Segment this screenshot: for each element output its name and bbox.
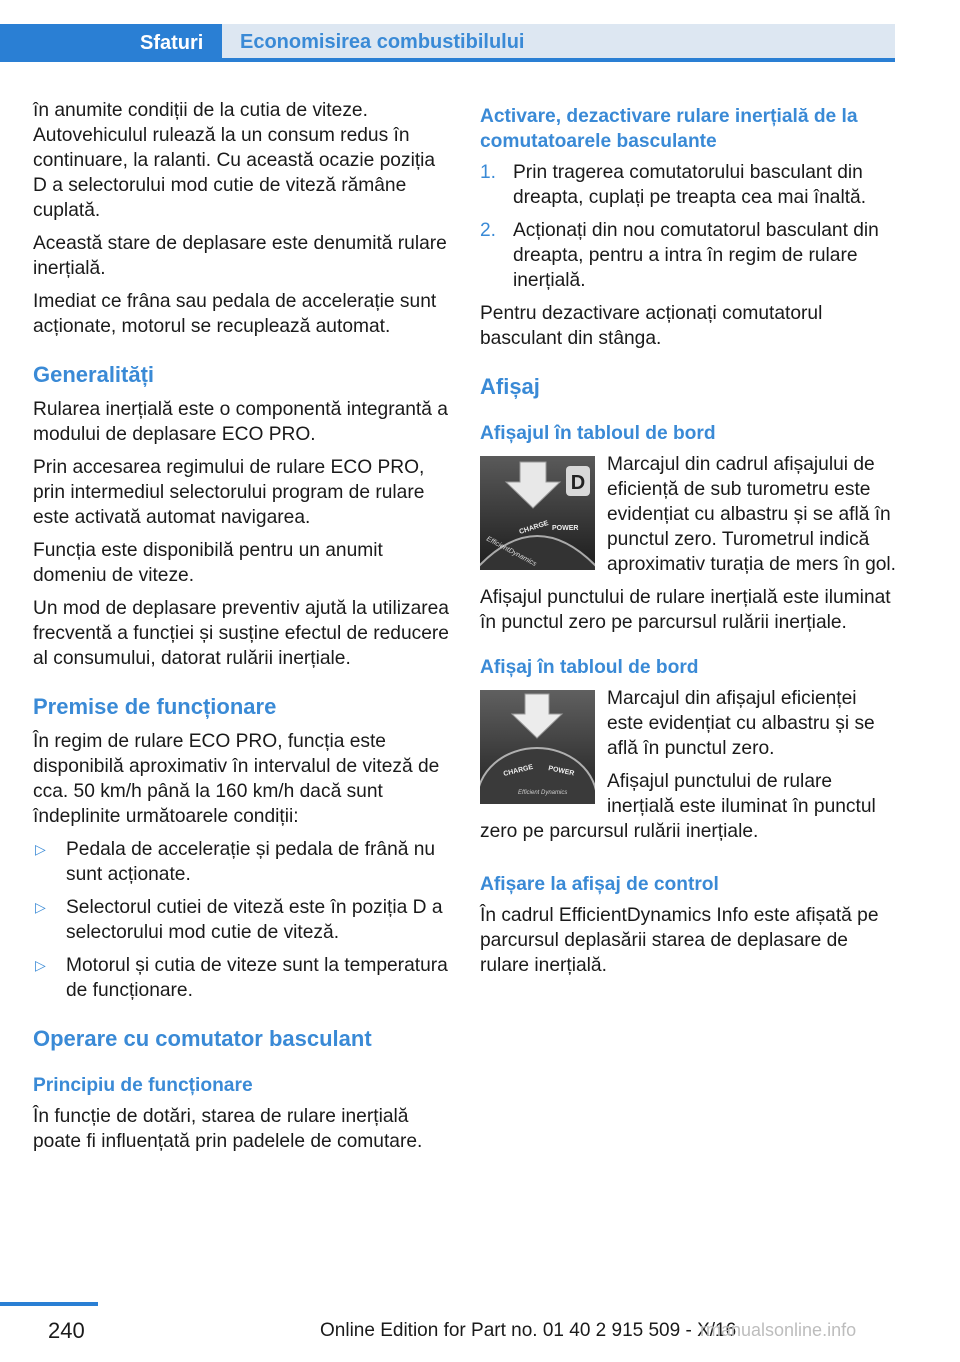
list-item: 1. Prin tragerea comutatorului basculant din dreapta, cuplați pe treapta cea mai înaltă. (480, 162, 867, 208)
edition-text: Online Edition for Part no. 01 40 2 915 509 - X/16 (320, 1320, 737, 1341)
svg-text:POWER: POWER (552, 525, 579, 532)
svg-text:D: D (570, 472, 586, 494)
list-item: 2. Acționați din nou comutatorul basculant din dreapta, pentru a intra în regim de rulare inerțială. (480, 220, 879, 291)
paragraph: Afișajul punctului de rulare inerțială este iluminat în punctul zero pe parcursul rulării inerțiale. (480, 587, 891, 633)
heading-operare: Operare cu comutator basculant (33, 1026, 372, 1051)
heading-generalitati: Generalități (33, 362, 155, 387)
paragraph: În regim de rulare ECO PRO, funcția este disponibilă aproximativ în intervalul de viteză de cca. 50 km/h până la 160 km/h dacă sunt îndeplinite următoarele condiții: (33, 731, 440, 827)
triangle-bullet-icon: ▷ (35, 841, 46, 857)
list-item: ▷ Selectorul cutiei de viteză este în poziția D a selectorului mod cutie de viteză. (35, 897, 443, 943)
heading-afisaj: Afișaj (480, 374, 540, 399)
paragraph: Prin accesarea regimului de rulare ECO PRO, prin intermediul selectorului program de rulare este activată automat navigarea. (33, 457, 425, 528)
svg-text:Efficient Dynamics: Efficient Dynamics (518, 790, 568, 796)
heading-activare: Activare, dezactivare rulare inerțială de la comutatoarele basculante (480, 106, 858, 152)
list-item: ▷ Pedala de accelerație și pedala de frână nu sunt acționate. (35, 839, 436, 885)
triangle-bullet-icon: ▷ (35, 957, 46, 973)
header-chapter-tab: Sfaturi (0, 24, 222, 62)
efficiency-display-image-2 (480, 690, 595, 804)
svg-text:CHARGE: CHARGE (518, 519, 550, 536)
heading-principiu: Principiu de funcționare (33, 1075, 253, 1096)
image-caption-text: Marcajul din cadrul afișajului de eficiență de sub turometru este evidențiat cu albastru și se află în punctul zero. Turometrul indică aproximativ turația de mers în gol. (607, 454, 897, 575)
gauge-arrow-icon (480, 456, 595, 570)
paragraph: Această stare de deplasare este denumită rulare inerțială. (33, 233, 447, 279)
paragraph: Funcția este disponibilă pentru un anumit domeniu de viteze. (33, 540, 383, 586)
triangle-bullet-icon: ▷ (35, 899, 46, 915)
svg-text:CHARGE: CHARGE (502, 763, 534, 778)
footer-accent-line (0, 1302, 98, 1306)
header-section-title: Economisirea combustibilului (222, 24, 895, 58)
paragraph: în anumite condiții de la cutia de viteze. Autovehiculul rulează la un consum redus în continuare, la ralanti. Cu această ocazie poziția D a selectorului mod cutie de viteză rămâne cuplată. (33, 100, 436, 221)
paragraph: În funcție de dotări, starea de rulare inerțială poate fi influențată prin padelele de comutare. (33, 1106, 423, 1152)
heading-control: Afișare la afișaj de control (480, 874, 719, 895)
heading-tablou-2: Afișaj în tabloul de bord (480, 657, 699, 678)
conditions-list (33, 837, 451, 1003)
steps-list (480, 160, 898, 293)
page-number: 240 (48, 1318, 85, 1343)
paragraph: Pentru dezactivare acționați comutatorul basculant din stânga. (480, 303, 823, 349)
svg-text:EfficientDynamics: EfficientDynamics (485, 535, 538, 568)
gauge-arrow-icon (480, 690, 595, 804)
left-column (33, 98, 451, 1162)
paragraph: Un mod de deplasare preventiv ajută la utilizarea frecventă a funcției și susține efectul de reducere al consumului, datorat rulării inerțiale. (33, 598, 449, 669)
image-caption-text: Marcajul din afișajul eficienței este evidențiat cu albastru și se află în punctul zero. Afișajul punctului de rulare inerțială este iluminat în punctul zero pe parcursul rulării inerțiale. (480, 688, 876, 842)
list-item: ▷ Motorul și cutia de viteze sunt la temperatura de funcționare. (35, 955, 448, 1001)
right-column (480, 98, 898, 986)
paragraph: Imediat ce frâna sau pedala de accelerație sunt acționate, motorul se recuplează automat. (33, 291, 437, 337)
heading-premise: Premise de funcționare (33, 694, 277, 719)
header-accent-line (0, 58, 895, 62)
efficiency-display-image-1 (480, 456, 595, 570)
page-header (0, 0, 895, 64)
watermark-text: rmanualsonline.info (700, 1320, 857, 1340)
heading-tablou-1: Afișajul în tabloul de bord (480, 423, 716, 444)
svg-text:POWER: POWER (547, 765, 575, 778)
paragraph: Rularea inerțială este o componentă integrantă a modului de deplasare ECO PRO. (33, 399, 448, 445)
paragraph: În cadrul EfficientDynamics Info este afișată pe parcursul deplasării starea de deplasare de rulare inerțială. (480, 905, 879, 976)
